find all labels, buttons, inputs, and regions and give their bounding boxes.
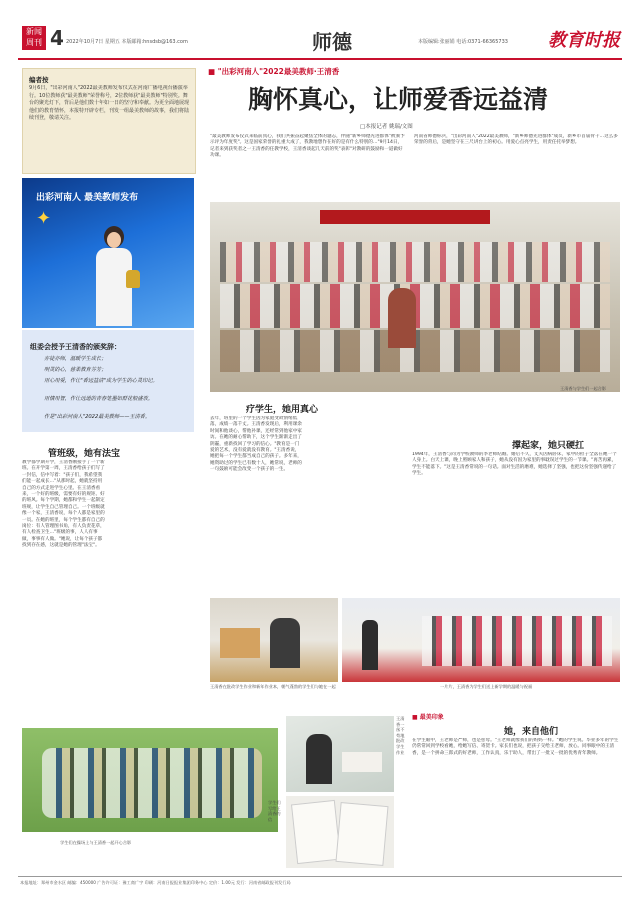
section3-body: 1994年，王清香与同为学校教师的李老师结婚。婚后不久，丈夫因病卧床，家中的担子全落在她一个人身上。白天上课，晚上照顾家人和孩子，她从没有因为家里的事耽误过学生的一节课。"再苦再累，学生不能落下。"这是王清香常说的一句话。面对生活的磨难，她选择了坚强，也把这份坚强传递给了学生。 xyxy=(412,452,617,477)
award-line-4: 用情用智，作让远道的青春笔墨如群花般盛放。 xyxy=(44,396,153,402)
award-line-3: 用心用爱，作让"香远益清"成为学生的心灵印记。 xyxy=(44,378,158,384)
section-title: 师德 xyxy=(312,30,352,54)
section4-tag-marker: ■ xyxy=(412,714,420,721)
logo-text: 周刊 xyxy=(26,38,42,47)
trophy-icon xyxy=(126,270,140,288)
photo-letters xyxy=(286,796,394,868)
right-lead: 河南省师德标兵，"出彩河南人"2022最美教师，"新乡师德先进群体"成员，新乡市首届骨干…这么多荣誉的背后，是她坚守在三尺讲台上的初心。用爱心点亮学生，用责任托举梦想。 xyxy=(414,134,618,146)
kicker xyxy=(208,66,339,77)
section2-title: 疗学生，她用真心 xyxy=(246,405,319,415)
caption-3: 王清香一丝不苟地批改学生作业 xyxy=(396,716,405,755)
editor-note-body: 9月6日，"出彩河南人"2022最美教师发布仪式在河南广播电视台播演举行。10位教师获"最美教师"荣誉称号，2位教师获"最美教师"特别奖。舞台的聚光灯下，背后是他们数十年如一日的坚守和奉献。为更全面地展现他们的教育情怀，本报特开辟专栏，刊发一组最美教师的故事，我们将陆续刊登，敬请关注。 xyxy=(29,85,189,121)
section4-body: 在学生眼中，王老师是严师，也是慈母。"王老师就像我们的妈妈一样。"她的学生说。毕业多年的学生仍常常回到学校看她，给她写信、寄贺卡。家长们也说，把孩子交给王老师，放心。同事眼中的王清香，是一个拼命三郎式的好老师，工作认真，乐于助人，带出了一批又一批的优秀青年教师。 xyxy=(412,738,619,756)
banner-logo-icon: ✦ xyxy=(36,208,52,229)
award-panel xyxy=(22,330,194,432)
photo-stage-event xyxy=(342,598,620,682)
editor-note-title: 编者按 xyxy=(29,76,49,84)
caption-1: 王清香在批改学生作业和新年作业本，朝气蓬勃的学生们与她在一起 xyxy=(210,684,336,689)
kicker-text: "出彩河南人"2022最美教师·王清香 xyxy=(217,67,340,76)
classroom-banner xyxy=(320,210,490,224)
section1-body-col2 xyxy=(112,460,196,726)
section4-title: 她，来自他们 xyxy=(504,727,559,737)
photo-classroom-desk xyxy=(210,598,338,682)
caption-2: 一片片，王清香为学生们送上新学期的温暖与祝福 xyxy=(440,684,533,689)
outdoor-group-photo xyxy=(22,728,278,832)
page-number: 4 xyxy=(50,26,64,50)
main-photo-caption: 王清香与学生们一起合影 xyxy=(560,386,607,391)
masthead xyxy=(18,20,622,60)
award-line-2: 明灵的心，慈柔教育芬芳； xyxy=(44,367,107,373)
section2-body: 去年，班里的一个学生因为家庭变故情绪低落，成绩一落千丈。王清香发现后，利用课余时间和他谈心，帮他补课，还经常到他家中家访。在她的耐心帮助下，这个学生渐渐走出了阴霾，重新找回了学习的信心。"教育是一门爱的艺术，没有爱就没有教育。"王清香说，她把每一个学生都当成自己的孩子。多年来，她资助过的学生已有数十人，她常说，老师的一句鼓励可能会改变一个孩子的一生。 xyxy=(210,416,302,473)
editor-line: 本版编辑:张丽娟 电话:0371-66365733 xyxy=(418,39,508,45)
paper-name: 教育时报 xyxy=(548,30,620,51)
kicker-marker: ■ xyxy=(208,67,218,76)
section3-lead xyxy=(412,398,504,448)
photo-teacher-desk xyxy=(286,716,394,792)
award-line-5: 作是"出彩河南人"2022最美教师——王清香。 xyxy=(44,414,151,420)
caption-4: 学生们写给王清香的信 xyxy=(268,800,281,822)
award-line-1: 亦徒亦师，温暖学生成长； xyxy=(44,356,107,362)
footer-text: 本报地址：郑州市金水区 邮编：450000 广告许可证：豫工商广字 印刷：河南日报报业集团印务中心 定价：1.00元 发行：河南省邮政报刊发行局 xyxy=(20,880,291,885)
award-photo xyxy=(22,178,194,328)
section4-tag-text: 最美印象 xyxy=(419,714,444,721)
issue-line: 2022年10月7日 星期五 本版邮箱:hnsdsb@163.com xyxy=(66,39,188,45)
logo-box xyxy=(22,26,46,50)
section1-body: 教学都学期开学，王清香刚接手了一个新班。在开学第一周，王清香给孩子们写了一封信，信中写着："孩子们，我希望我们能一起成长…"从那时起，她就坚持用自己的方式走进学生心里。在王清香看来，一个好的班级，需要有好的规矩、好的班风。每个学期，她都和学生一起制定班规，让学生自己管理自己。一个班级就像一个家，王清香说，每个人都是家里的一员。在她的班里，每个学生都有自己的岗位：有人管理图书角，有人负责花草，有人检查卫生…"班级的事，人人有事做，事事有人做。"她说，让每个孩子都找到存在感，这就是她的管理"法宝"。 xyxy=(22,460,105,549)
teacher-figure xyxy=(388,288,416,348)
logo-sub: 新闻 xyxy=(26,27,42,36)
footer xyxy=(18,876,622,891)
headline: 胸怀真心，让师爱香远益清 xyxy=(248,85,549,114)
section3-title: 撑起家，她只硬扛 xyxy=(512,441,585,451)
editor-note-box xyxy=(22,68,196,174)
section2-body-col2 xyxy=(308,416,400,592)
section1-title: 管班级，她有法宝 xyxy=(48,449,121,459)
award-intro: 组委会授予王清香的颁奖辞： xyxy=(30,343,121,351)
section4-tag xyxy=(412,712,444,721)
caption-5: 学生们在操场上与王清香一起开心合影 xyxy=(60,840,132,845)
lead-text: "最美教师发布仪式来临前真心，我们共振奋起聚焦全体的题志，伴随"新乡师德先进群体"被颁予示评为年度奖"。这是国家荣誉的礼重大成了，我教地想作在好的是有什么特别的…"9月14日，记者来到获奖者之一王清香的任教学校，王清香谈起几天前的奖"表彰"对教研的鼓励和一道做好功课。 xyxy=(210,134,405,159)
main-group-photo xyxy=(210,202,620,392)
banner-text: 出彩河南人 最美教师发布 xyxy=(36,193,139,203)
byline: □本报记者 姚瑞/文图 xyxy=(360,124,413,130)
